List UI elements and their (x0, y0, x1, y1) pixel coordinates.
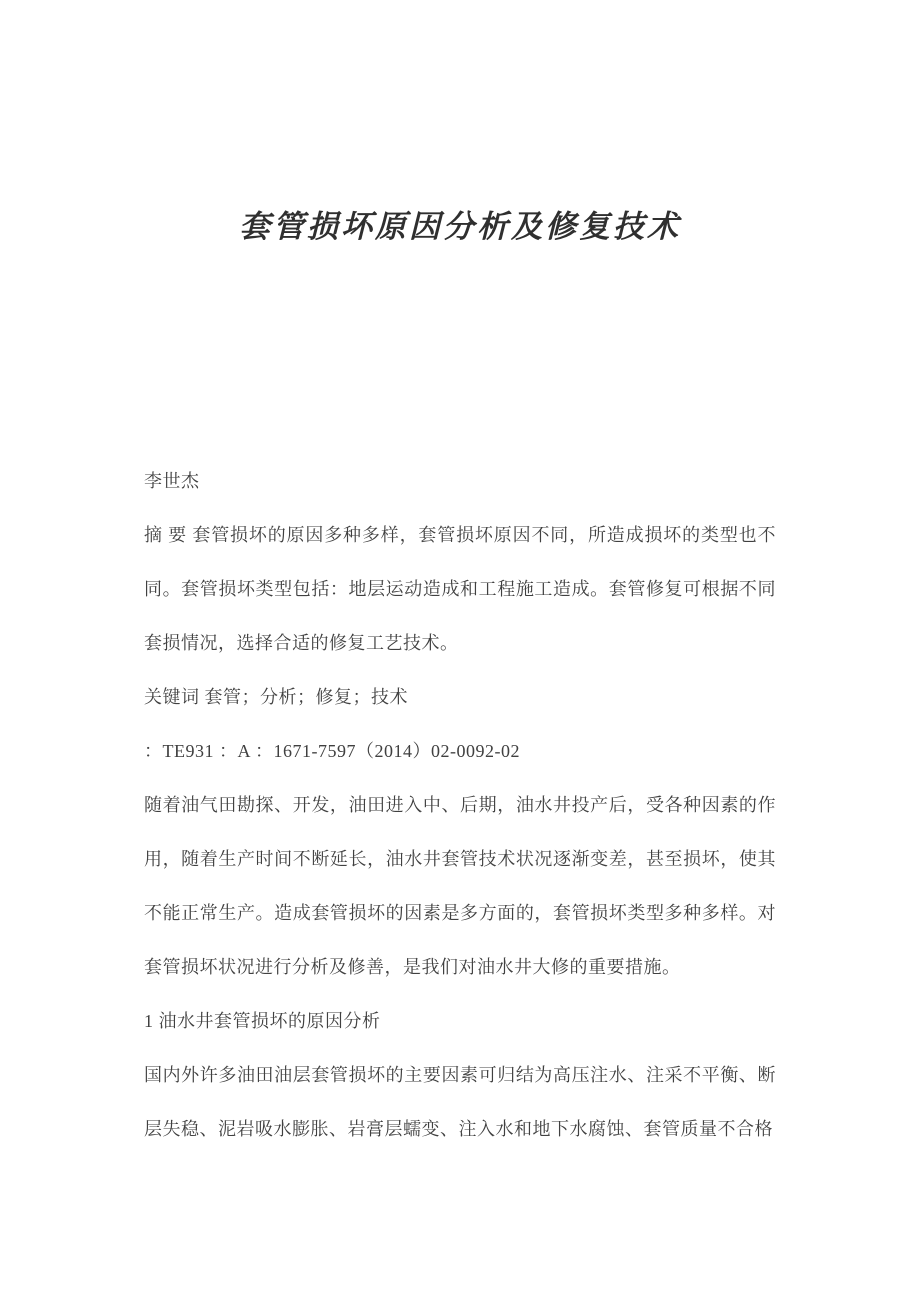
document-title: 套管损坏原因分析及修复技术 (239, 209, 681, 244)
document-body (144, 454, 776, 1156)
author-name: 李世杰 (144, 471, 200, 491)
section-1-heading: 1 油水井套管损坏的原因分析 (144, 1011, 381, 1031)
section-1-paragraph: 国内外许多油田油层套管损坏的主要因素可归结为高压注水、注采不平衡、断层失稳、泥岩吸水膨胀、岩膏层蠕变、注入水和地下水腐蚀、套管质量不合格 (144, 1065, 776, 1139)
intro-paragraph: 随着油气田勘探、开发，油田进入中、后期，油水井投产后，受各种因素的作用，随着生产时间不断延长，油水井套管技术状况逐渐变差，甚至损坏，使其不能正常生产。造成套管损坏的因素是多方面的，套管损坏类型多种多样。对套管损坏状况进行分析及修善，是我们对油水井大修的重要措施。 (144, 795, 776, 977)
keywords-line: 关键词 套管；分析；修复；技术 (144, 687, 408, 707)
classification-line: ：TE931 ：A ：1671-7597（2014）02-0092-02 (144, 741, 520, 761)
abstract-paragraph: 摘 要 套管损坏的原因多种多样，套管损坏原因不同，所造成损坏的类型也不同。套管损坏类型包括：地层运动造成和工程施工造成。套管修复可根据不同套损情况，选择合适的修复工艺技术。 (144, 525, 776, 653)
page-content-area (0, 205, 920, 1156)
